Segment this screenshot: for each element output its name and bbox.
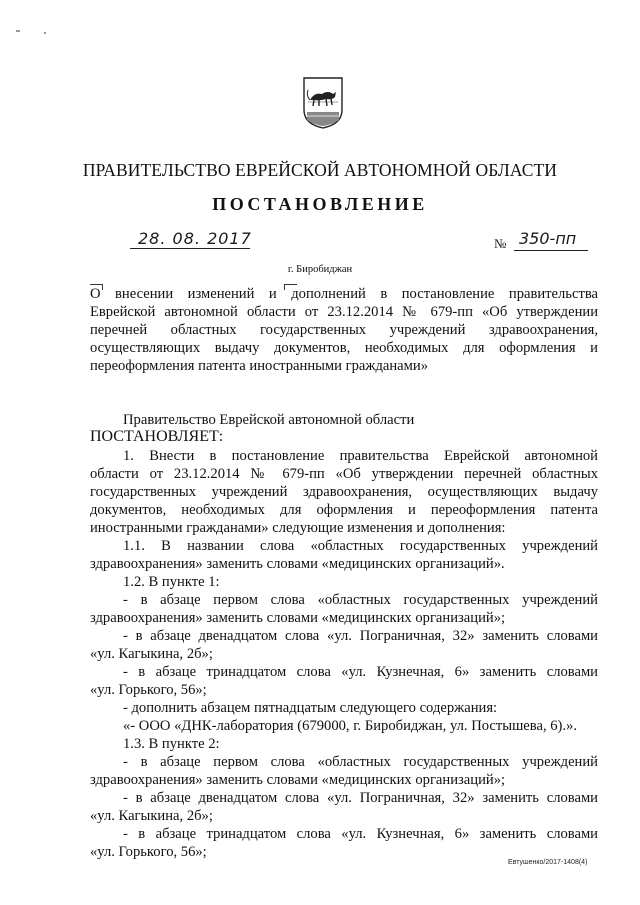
body-line: «- ООО «ДНК-лаборатория (679000, г. Биробиджан, ул. Постышева, 6).». <box>123 718 578 734</box>
body-line: «ул. Горького, 56»; <box>90 682 207 698</box>
body-line: - в абзаце тринадцатом слова «ул. Кузнечная, 6» заменить словами <box>123 826 598 842</box>
body-line: здравоохранения» заменить словами «медицинских организаций»; <box>90 772 506 788</box>
body-line: здравоохранения» заменить словами «медицинских организаций». <box>90 556 505 572</box>
body-line: - дополнить абзацем пятнадцатым следующего содержания: <box>123 700 498 716</box>
body-line: «ул. Горького, 56»; <box>90 844 207 860</box>
body-line: иностранными гражданами» следующие изменения и дополнения: <box>90 520 506 536</box>
footer-code: Евтушенко/2017-1408(4) <box>508 859 588 866</box>
body-line: 1.2. В пункте 1: <box>123 574 220 590</box>
body-line: здравоохранения» заменить словами «медицинских организаций»; <box>90 610 506 626</box>
body-line: 1.1. В названии слова «областных государственных учреждений <box>123 538 598 554</box>
title-line: переоформления патента иностранными гражданами» <box>90 358 429 374</box>
body-line: области от 23.12.2014 № 679-пп «Об утверждении перечней областных <box>90 466 598 482</box>
date-handwritten: 28. 08. 2017 <box>138 229 252 248</box>
number-handwritten: 350-пп <box>519 229 577 248</box>
body-line: - в абзаце двенадцатом слова «ул. Пограничная, 32» заменить словами <box>123 628 598 644</box>
title-line: осуществляющих выдачу документов, необходимых для оформления и <box>90 340 598 356</box>
document-type: ПОСТАНОВЛЕНИЕ <box>212 194 428 214</box>
government-title: ПРАВИТЕЛЬСТВО ЕВРЕЙСКОЙ АВТОНОМНОЙ ОБЛАСТИ <box>82 160 558 180</box>
body-line: государственных учреждений здравоохранения, осуществляющих выдачу <box>90 484 598 500</box>
body-line: - в абзаце первом слова «областных государственных учреждений <box>123 754 598 770</box>
body-line: - в абзаце первом слова «областных государственных учреждений <box>123 592 598 608</box>
number-prefix: № <box>494 236 507 251</box>
city: г. Биробиджан <box>287 264 353 275</box>
body-line: «ул. Кагыкина, 2б»; <box>90 808 213 824</box>
body-line: Правительство Еврейской автономной области <box>123 412 415 428</box>
title-line: О внесении изменений и дополнений в постановление правительства <box>90 286 598 302</box>
body-line: ПОСТАНОВЛЯЕТ: <box>90 428 224 445</box>
body-line: «ул. Кагыкина, 2б»; <box>90 646 213 662</box>
title-line: перечней областных государственных учреждений здравоохранения, <box>90 322 598 338</box>
body-line: документов, необходимых для оформления и переоформления патента <box>90 502 598 518</box>
body-line: 1. Внести в постановление правительства Еврейской автономной <box>123 448 598 464</box>
body-line: - в абзаце тринадцатом слова «ул. Кузнечная, 6» заменить словами <box>123 664 598 680</box>
title-line: Еврейской автономной области от 23.12.2014 № 679-пп «Об утверждении <box>90 304 598 320</box>
body-line: - в абзаце двенадцатом слова «ул. Пограничная, 32» заменить словами <box>123 790 598 806</box>
body-line: 1.3. В пункте 2: <box>123 736 220 752</box>
